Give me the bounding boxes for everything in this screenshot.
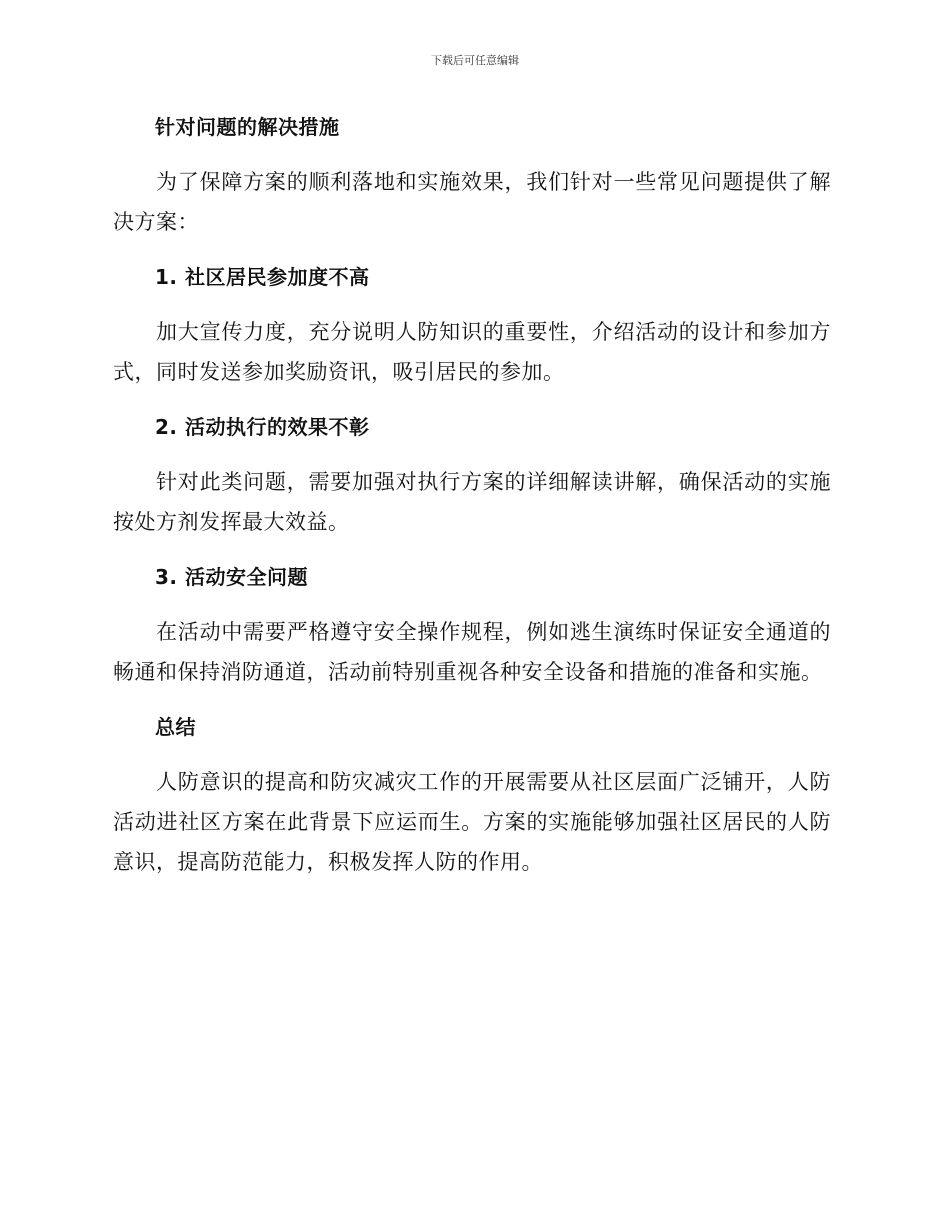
section-heading-effect: 2. 活动执行的效果不彰: [155, 415, 370, 439]
section-heading-solutions: 针对问题的解决措施: [155, 115, 340, 139]
section-heading-safety: 3. 活动安全问题: [155, 565, 308, 589]
document-body: [113, 108, 831, 882]
section-paragraph-solutions: 为了保障方案的顺利落地和实施效果，我们针对一些常见问题提供了解决方案：: [113, 170, 831, 234]
page-header: 下载后可任意编辑: [431, 54, 519, 67]
section-heading-participation: 1. 社区居民参加度不高: [155, 265, 370, 289]
section-paragraph-safety: 在活动中需要严格遵守安全操作规程，例如逃生演练时保证安全通道的畅通和保持消防通道，活动前特别重视各种安全设备和措施的准备和实施。: [113, 620, 831, 684]
section-paragraph-effect: 针对此类问题，需要加强对执行方案的详细解读讲解，确保活动的实施按处方剂发挥最大效益。: [113, 470, 831, 534]
section-heading-summary: 总结: [155, 715, 196, 739]
section-paragraph-participation: 加大宣传力度，充分说明人防知识的重要性，介绍活动的设计和参加方式，同时发送参加奖励资讯，吸引居民的参加。: [113, 320, 831, 384]
section-paragraph-summary: 人防意识的提高和防灾减灾工作的开展需要从社区层面广泛铺开，人防活动进社区方案在此背景下应运而生。方案的实施能够加强社区居民的人防意识，提高防范能力，积极发挥人防的作用。: [113, 770, 831, 874]
